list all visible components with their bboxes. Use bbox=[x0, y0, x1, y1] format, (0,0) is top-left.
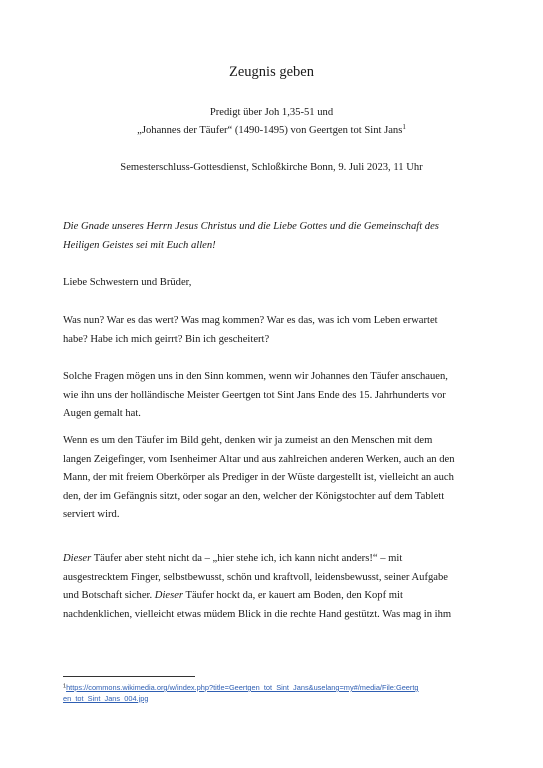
footnote-link[interactable]: https://commons.wikimedia.org/w/index.php?title=Geertgen_tot_Sint_Jans&uselang=my#/media/File:Geertg bbox=[66, 683, 419, 692]
questions-paragraph bbox=[63, 312, 483, 349]
salutation-paragraph bbox=[63, 274, 483, 293]
salutation-line: Liebe Schwestern und Brüder, bbox=[63, 277, 192, 288]
questions-line-2: habe? Habe ich mich geirrt? Bin ich gescheitert? bbox=[63, 333, 270, 345]
dieser-line-3-start: und Botschaft sicher. bbox=[63, 590, 155, 602]
johannes-line-3: Augen gemalt hat. bbox=[63, 408, 141, 420]
dieser-line-1 bbox=[63, 550, 483, 569]
page-title: Zeugnis geben bbox=[229, 64, 314, 80]
dieser-emphasis-1: Dieser bbox=[63, 553, 92, 564]
johannes-line-2: wie ihn uns der holländische Meister Geertgen tot Sint Jans Ende des 15. Jahrhunderts vor bbox=[63, 389, 446, 401]
bild-paragraph bbox=[63, 432, 483, 525]
footnote-line-1 bbox=[63, 683, 493, 694]
bild-line-1: Wenn es um den Täufer im Bild geht, denken wir ja zumeist an den Menschen mit dem bbox=[63, 435, 433, 446]
footnote-separator bbox=[63, 676, 195, 677]
bild-line-4: den, der im Gefängnis sitzt, oder sogar an den, welcher der Königstochter auf dem Tablett bbox=[63, 490, 445, 502]
bild-line-2: langen Zeigefinger, vom Isenheimer Altar und aus zahlreichen anderen Werken, auch an den bbox=[63, 453, 455, 465]
dieser-line-1-rest: Täufer aber steht nicht da – „hier stehe ich, ich kann nicht anders!“ – mit bbox=[91, 553, 403, 564]
subtitle-sermon: Predigt über Joh 1,35-51 und bbox=[209, 107, 334, 118]
blessing-paragraph bbox=[63, 218, 483, 255]
dieser-line-3-rest: Täufer hockt da, er kauert am Boden, den Kopf mit bbox=[183, 590, 403, 602]
questions-line-1: Was nun? War es das wert? Was mag kommen? War es das, was ich vom Leben erwartet bbox=[63, 315, 438, 326]
dieser-emphasis-2: Dieser bbox=[154, 590, 184, 602]
bild-line-3: Mann, der mit freiem Oberkörper als Prediger in der Wüste dargestellt ist, vielleicht an auch bbox=[63, 472, 454, 484]
dieser-line-4: nachdenklichen, vielleicht etwas müdem Blick in die rechte Hand gestützt. Was mag in ihm bbox=[63, 608, 452, 620]
subtitle-painting bbox=[0, 125, 543, 136]
footnote-marker: 1 bbox=[63, 683, 67, 690]
blessing-line-2: Heiligen Geistes sei mit Euch allen! bbox=[63, 239, 216, 251]
dieser-paragraph bbox=[63, 550, 483, 624]
footnote-reference[interactable]: 1 bbox=[402, 123, 406, 131]
johannes-paragraph bbox=[63, 368, 483, 424]
dieser-line-3 bbox=[63, 587, 483, 606]
footnote-link-continued[interactable]: en_tot_Sint_Jans_004.jpg bbox=[63, 693, 149, 703]
blessing-line-1: Die Gnade unseres Herrn Jesus Christus und die Liebe Gottes und die Gemeinschaft des bbox=[63, 221, 439, 232]
subtitle-painting-text: „Johannes der Täufer“ (1490-1495) von Geertgen tot Sint Jans bbox=[137, 125, 403, 136]
occasion-line: Semesterschluss-Gottesdienst, Schloßkirche Bonn, 9. Juli 2023, 11 Uhr bbox=[120, 162, 423, 173]
footnote bbox=[63, 683, 493, 704]
dieser-line-2: ausgestrecktem Finger, selbstbewusst, schön und kraftvoll, leidensbewusst, seiner Aufgabe bbox=[63, 571, 448, 583]
bild-line-5: serviert wird. bbox=[63, 509, 120, 521]
johannes-line-1: Solche Fragen mögen uns in den Sinn kommen, wenn wir Johannes den Täufer anschauen, bbox=[63, 371, 448, 382]
footnote-line-2 bbox=[63, 694, 493, 705]
